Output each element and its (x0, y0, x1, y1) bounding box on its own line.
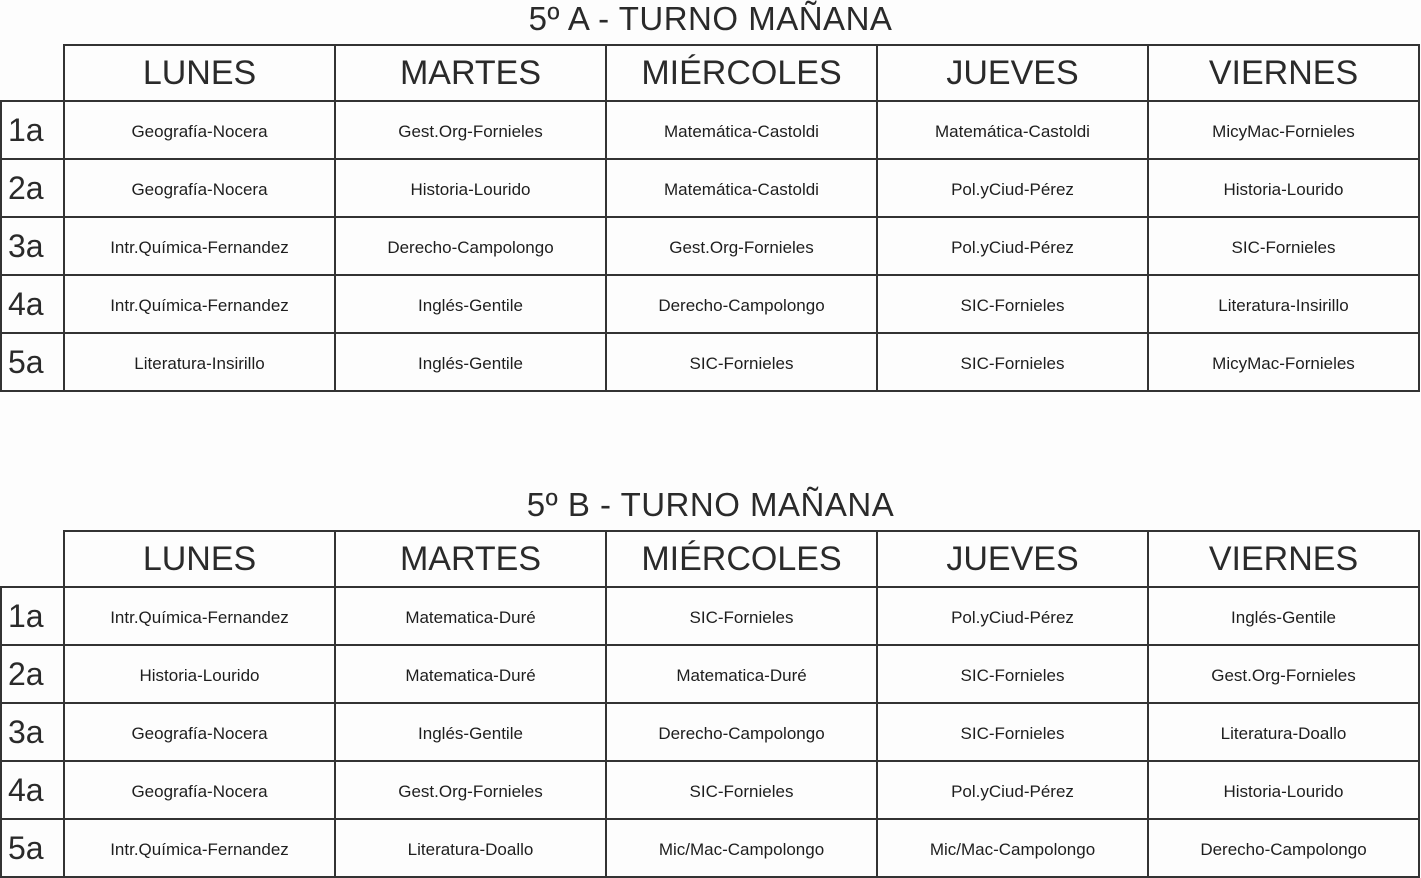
class-cell: SIC-Fornieles (1148, 217, 1419, 275)
corner-cell (1, 531, 64, 587)
class-cell: Gest.Org-Fornieles (1148, 645, 1419, 703)
class-cell: Historia-Lourido (1148, 761, 1419, 819)
class-cell: Literatura-Doallo (1148, 703, 1419, 761)
class-cell: Gest.Org-Fornieles (335, 761, 606, 819)
period-label: 4a (1, 275, 64, 333)
day-header: MARTES (335, 531, 606, 587)
class-cell: Derecho-Campolongo (606, 275, 877, 333)
day-header: MIÉRCOLES (606, 531, 877, 587)
class-cell: Matematica-Duré (606, 645, 877, 703)
schedule-table (0, 44, 1420, 392)
class-cell: SIC-Fornieles (877, 275, 1148, 333)
day-header: LUNES (64, 531, 335, 587)
table-row (1, 761, 1419, 819)
class-cell: Pol.yCiud-Pérez (877, 761, 1148, 819)
class-cell: Inglés-Gentile (335, 275, 606, 333)
class-cell: Intr.Química-Fernandez (64, 587, 335, 645)
day-header: JUEVES (877, 531, 1148, 587)
table-row (1, 587, 1419, 645)
day-header: MIÉRCOLES (606, 45, 877, 101)
class-cell: SIC-Fornieles (877, 645, 1148, 703)
class-cell: Literatura-Insirillo (1148, 275, 1419, 333)
class-cell: Derecho-Campolongo (606, 703, 877, 761)
class-cell: SIC-Fornieles (606, 587, 877, 645)
table-row (1, 101, 1419, 159)
class-cell: Historia-Lourido (1148, 159, 1419, 217)
schedule-title: 5º B - TURNO MAÑANA (526, 486, 895, 523)
corner-cell (1, 45, 64, 101)
header-row (1, 531, 1419, 587)
table-row (1, 217, 1419, 275)
class-cell: Intr.Química-Fernandez (64, 217, 335, 275)
day-header: VIERNES (1148, 531, 1419, 587)
class-cell: Geografía-Nocera (64, 101, 335, 159)
period-label: 1a (1, 101, 64, 159)
table-row (1, 159, 1419, 217)
table-row (1, 703, 1419, 761)
class-cell: Historia-Lourido (64, 645, 335, 703)
table-row (1, 819, 1419, 877)
class-cell: SIC-Fornieles (877, 333, 1148, 391)
class-cell: Inglés-Gentile (335, 333, 606, 391)
period-label: 5a (1, 819, 64, 877)
class-cell: Gest.Org-Fornieles (335, 101, 606, 159)
class-cell: Geografía-Nocera (64, 159, 335, 217)
class-cell: SIC-Fornieles (606, 333, 877, 391)
class-cell: Geografía-Nocera (64, 761, 335, 819)
period-label: 5a (1, 333, 64, 391)
class-cell: Intr.Química-Fernandez (64, 275, 335, 333)
class-cell: Inglés-Gentile (335, 703, 606, 761)
table-row (1, 333, 1419, 391)
class-cell: Matematica-Duré (335, 587, 606, 645)
day-header: MARTES (335, 45, 606, 101)
class-cell: Pol.yCiud-Pérez (877, 587, 1148, 645)
class-cell: Literatura-Doallo (335, 819, 606, 877)
table-row (1, 275, 1419, 333)
period-label: 3a (1, 703, 64, 761)
period-label: 4a (1, 761, 64, 819)
class-cell: Mic/Mac-Campolongo (606, 819, 877, 877)
class-cell: Pol.yCiud-Pérez (877, 159, 1148, 217)
class-cell: Matematica-Duré (335, 645, 606, 703)
class-cell: Gest.Org-Fornieles (606, 217, 877, 275)
class-cell: Literatura-Insirillo (64, 333, 335, 391)
table-row (1, 645, 1419, 703)
class-cell: SIC-Fornieles (877, 703, 1148, 761)
header-row (1, 45, 1419, 101)
class-cell: Matemática-Castoldi (606, 159, 877, 217)
class-cell: Intr.Química-Fernandez (64, 819, 335, 877)
class-cell: MicyMac-Fornieles (1148, 333, 1419, 391)
period-label: 3a (1, 217, 64, 275)
class-cell: Matemática-Castoldi (877, 101, 1148, 159)
schedule-table (0, 530, 1420, 878)
class-cell: Inglés-Gentile (1148, 587, 1419, 645)
period-label: 1a (1, 587, 64, 645)
period-label: 2a (1, 159, 64, 217)
schedule-title: 5º A - TURNO MAÑANA (528, 0, 893, 37)
day-header: VIERNES (1148, 45, 1419, 101)
class-cell: Mic/Mac-Campolongo (877, 819, 1148, 877)
class-cell: SIC-Fornieles (606, 761, 877, 819)
class-cell: Matemática-Castoldi (606, 101, 877, 159)
period-label: 2a (1, 645, 64, 703)
class-cell: Derecho-Campolongo (335, 217, 606, 275)
class-cell: MicyMac-Fornieles (1148, 101, 1419, 159)
day-header: LUNES (64, 45, 335, 101)
class-cell: Geografía-Nocera (64, 703, 335, 761)
day-header: JUEVES (877, 45, 1148, 101)
class-cell: Pol.yCiud-Pérez (877, 217, 1148, 275)
class-cell: Historia-Lourido (335, 159, 606, 217)
class-cell: Derecho-Campolongo (1148, 819, 1419, 877)
